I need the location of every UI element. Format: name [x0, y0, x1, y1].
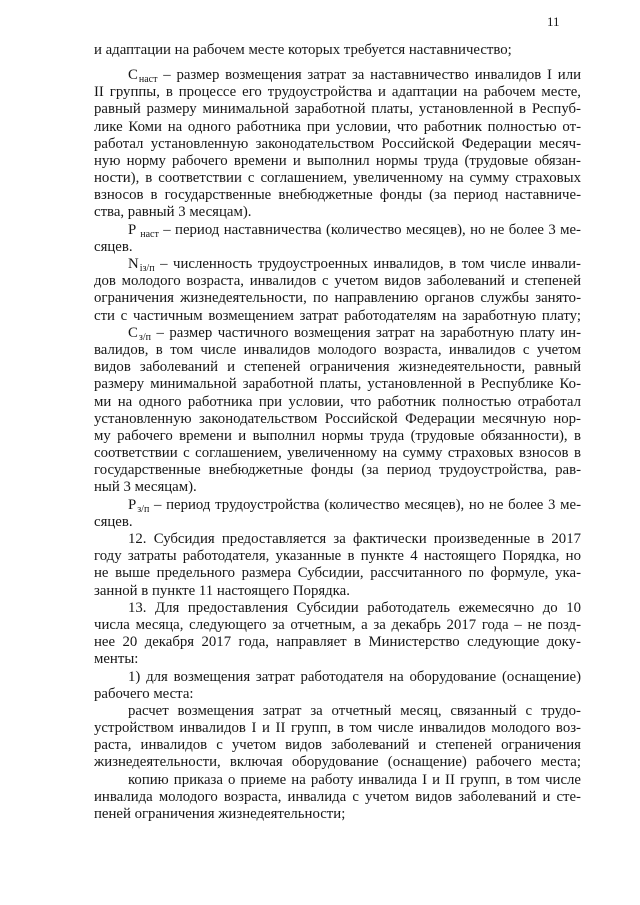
formula-subscript: наст: [138, 73, 158, 85]
formula-symbol: С: [128, 324, 138, 341]
line-text: – период трудоустройства (количество месяцев), но не более 3 ме-: [149, 496, 581, 513]
line-text: сти с частичным возмещением затрат работодателям на заработную плату;: [94, 307, 581, 324]
formula-symbol: Р: [128, 221, 137, 238]
text-line: [94, 376, 581, 393]
text-line: [94, 153, 581, 170]
line-text: II группы, в процессе его трудоустройства и адаптации на рабочем месте,: [94, 84, 581, 101]
line-text: видов заболеваний и степеней ограничения жизнедеятельности, равный: [94, 359, 581, 376]
paragraph: [94, 669, 581, 703]
formula-symbol: С: [128, 66, 138, 83]
text-line: [94, 325, 581, 342]
line-text: 1) для возмещения затрат работодателя на оборудование (оснащение): [128, 668, 581, 685]
line-text: ную норму рабочего времени и выполнил нормы труда (трудовые обязан-: [94, 152, 581, 169]
paragraph: [94, 531, 581, 600]
text-line: [94, 308, 581, 325]
line-text: валидов, в том числе инвалидов молодого возраста, инвалидов с учетом: [94, 341, 581, 358]
text-line: [94, 290, 581, 307]
text-line: [94, 342, 581, 359]
line-text: работал установленную законодательством Российской Федерации месяч-: [94, 135, 581, 152]
paragraph: [94, 222, 581, 256]
text-line: [94, 67, 581, 84]
text-line: [94, 789, 581, 806]
line-text: расчет возмещения затрат за отчетный месяц, связанный с трудо-: [128, 702, 581, 719]
paragraph: [94, 497, 581, 531]
line-text: раста, инвалидов с учетом видов заболеваний и степеней ограничения: [94, 737, 581, 754]
line-text: му рабочего времени и выполнил нормы труда (трудовые обязанности), в: [94, 427, 581, 444]
text-line: [94, 720, 581, 737]
line-text: дов молодого возраста, инвалидов с учетом видов заболеваний и степеней: [94, 273, 581, 290]
paragraph: [94, 42, 581, 59]
text-line: [94, 772, 581, 789]
text-line: [94, 187, 581, 204]
text-line: [94, 462, 581, 479]
paragraph: [94, 772, 581, 824]
formula-subscript: з/п: [138, 331, 151, 343]
line-text: государственные внебюджетные фонды (за период трудоустройства, рав-: [94, 462, 581, 479]
text-line: [94, 273, 581, 290]
line-text: ства, равный 3 месяцам).: [94, 204, 252, 221]
line-text: взносов в государственные внебюджетные фонды (за период наставниче-: [94, 187, 581, 204]
text-line: [94, 479, 581, 496]
line-text: – период наставничества (количество месяцев), но не более 3 ме-: [158, 221, 581, 238]
formula-symbol: Р: [128, 496, 137, 513]
line-text: – размер возмещения затрат за наставничество инвалидов I или: [157, 66, 581, 83]
line-text: нее 20 декабря 2017 года, направляет в Министерство следующие доку-: [94, 634, 581, 651]
formula-symbol: N: [128, 256, 139, 273]
text-line: [94, 514, 581, 531]
text-line: [94, 170, 581, 187]
line-text: сяцев.: [94, 513, 133, 530]
text-line: [94, 222, 581, 239]
text-line: [94, 84, 581, 101]
text-line: [94, 754, 581, 771]
text-line: [94, 548, 581, 565]
text-line: [94, 497, 581, 514]
text-line: [94, 411, 581, 428]
text-line: [94, 565, 581, 582]
text-line: [94, 101, 581, 118]
text-line: [94, 617, 581, 634]
text-line: [94, 669, 581, 686]
text-line: [94, 703, 581, 720]
line-text: лике Коми на одного работника при условии, что работник полностью от-: [94, 118, 581, 135]
line-text: – численность трудоустроенных инвалидов, в том числе инвали-: [154, 256, 581, 273]
line-text: 13. Для предоставления Субсидии работодатель ежемесячно до 10: [128, 599, 581, 616]
text-line: [94, 359, 581, 376]
line-text: жизнедеятельности, включая оборудование (оснащение) рабочего места;: [94, 754, 581, 771]
line-text: размеру минимальной заработной платы, установленной в Республике Ко-: [94, 376, 581, 393]
line-text: установленную законодательством Российской Федерации месячную нор-: [94, 410, 581, 427]
line-text: – размер частичного возмещения затрат на заработную плату ин-: [150, 324, 581, 341]
text-line: [94, 651, 581, 668]
line-text: ности), в соответствии с соглашением, увеличенному на сумму страховых: [94, 170, 581, 187]
paragraph: [94, 325, 581, 497]
text-line: [94, 256, 581, 273]
line-text: устройством инвалидов I и II групп, в том числе инвалидов молодого воз-: [94, 720, 581, 737]
text-line: [94, 686, 581, 703]
line-text: 12. Субсидия предоставляется за фактически произведенные в 2017: [128, 531, 581, 548]
formula-subscript: наст: [140, 228, 159, 240]
text-line: [94, 136, 581, 153]
text-line: [94, 119, 581, 136]
line-text: числа месяца, следующего за отчетным, а за декабрь 2017 года – не позд-: [94, 616, 581, 633]
text-line: [94, 445, 581, 462]
document-body: [94, 42, 581, 823]
paragraph: [94, 256, 581, 325]
text-line: [94, 531, 581, 548]
line-text: рабочего места:: [94, 685, 194, 702]
line-text: занной в пункте 11 настоящего Порядка.: [94, 582, 350, 599]
line-text: менты:: [94, 651, 139, 668]
line-text: ограничения жизнедеятельности, по направлению органов службы занято-: [94, 290, 581, 307]
text-line: [94, 806, 581, 823]
line-text: пеней ограничения жизнедеятельности;: [94, 806, 346, 823]
text-line: [94, 583, 581, 600]
formula-subscript: з/п: [137, 503, 150, 515]
text-line: [94, 239, 581, 256]
line-text: равный размеру минимальной заработной платы, установленной в Респуб-: [94, 101, 581, 118]
paragraph: [94, 600, 581, 669]
line-text: году затраты работодателя, указанные в пункте 4 настоящего Порядка, но: [94, 548, 581, 565]
paragraph: [94, 67, 581, 222]
line-text: ми на одного работника при условии, что работник полностью отработал: [94, 393, 581, 410]
text-line: [94, 737, 581, 754]
line-text: инвалида молодого возраста, инвалида с учетом видов заболеваний и сте-: [94, 788, 581, 805]
line-text: ный 3 месяцам).: [94, 479, 197, 496]
page-number: 11: [547, 14, 560, 29]
line-text: соответствии с соглашением, увеличенному на сумму страховых взносов в: [94, 445, 581, 462]
text-line: [94, 600, 581, 617]
text-line: [94, 394, 581, 411]
line-text: копию приказа о приеме на работу инвалида I и II групп, в том числе: [128, 771, 581, 788]
paragraph: [94, 703, 581, 772]
text-line: [94, 428, 581, 445]
text-line: [94, 634, 581, 651]
line-text: сяцев.: [94, 238, 133, 255]
formula-subscript: iз/п: [139, 263, 155, 275]
line-text: и адаптации на рабочем месте которых требуется наставничество;: [94, 42, 512, 58]
text-line: [94, 42, 581, 59]
text-line: [94, 204, 581, 221]
line-text: не выше предельного размера Субсидии, рассчитанного по формуле, ука-: [94, 565, 581, 582]
